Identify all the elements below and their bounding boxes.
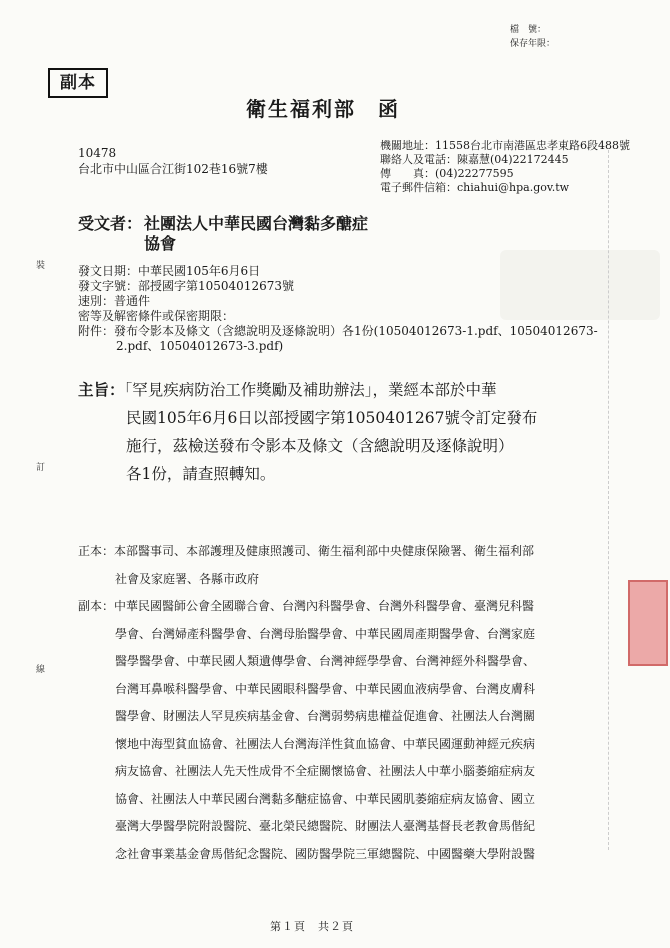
subject-label: 主旨： — [78, 380, 125, 399]
cc-recipients-line: 協會、社團法人中華民國台灣黏多醣症協會、中華民國肌萎縮症病友協會、國立 — [115, 791, 536, 806]
recipient-name-line1: 社團法人中華民國台灣黏多醣症 — [144, 214, 369, 233]
retention-label: 保存年限： — [510, 39, 556, 49]
fax-number: 傳 真：(04)22277595 — [380, 167, 514, 180]
speed-class: 速別：普通件 — [78, 294, 151, 308]
subject-line4: 各1份，請查照轉知。 — [126, 465, 276, 483]
binding-mark-cut: 訂 — [36, 463, 46, 473]
attachment-line2: 2.pdf、10504012673-3.pdf) — [116, 339, 284, 353]
recipient-name-line2: 協會 — [144, 234, 177, 253]
cc-recipients-line: 醫學會、財團法人罕見疾病基金會、台灣弱勢病患權益促進會、社團法人台灣關 — [115, 709, 536, 723]
issue-date: 發文日期：中華民國105年6月6日 — [78, 264, 261, 278]
cc-recipients-line: 臺灣大學醫學院附設醫院、臺北榮民總醫院、財團法人臺灣基督長老教會馬偕紀 — [115, 819, 536, 833]
red-seal-stamp — [628, 580, 668, 666]
document-meta — [78, 264, 598, 354]
recipient-block — [78, 214, 368, 254]
cc-recipients-line: 念社會事業基金會馬偕紀念醫院、國防醫學院三軍總醫院、中國醫藥大學附設醫 — [115, 846, 536, 861]
cc-recipients-line: 台灣耳鼻喉科醫學會、中華民國眼科醫學會、中華民國血液病學會、台灣皮膚科 — [115, 681, 536, 696]
distribution-block — [78, 538, 618, 868]
main-recipients-line: 本部醫事司、本部護理及健康照護司、衛生福利部中央健康保險署、衛生福利部 — [114, 544, 535, 558]
document-title: 衛生福利部 函 — [246, 97, 400, 121]
cc-recipients-line: 病友協會、社團法人先天性成骨不全症關懷協會、社團法人中華小腦萎縮症病友 — [115, 764, 536, 778]
main-recipients-line: 社會及家庭署、各縣市政府 — [115, 571, 260, 586]
contact-block — [380, 139, 630, 195]
cc-recipients-line: 中華民國醫師公會全國聯合會、台灣內科醫學會、台灣外科醫學會、臺灣兒科醫 — [114, 599, 535, 613]
subject-line2: 民國105年6月6日以部授國字第1050401267號令訂定發布 — [126, 409, 538, 427]
cc-recipients-label: 副本： — [78, 599, 115, 613]
cc-recipients-line: 醫學醫學會、中華民國人類遺傳學會、台灣神經學學會、台灣神經外科醫學會、 — [115, 654, 536, 668]
binding-mark-bind: 裝 — [36, 261, 46, 271]
confidentiality: 密等及解密條件或保密期限： — [78, 309, 235, 323]
recipient-label: 受文者： — [78, 214, 143, 233]
attachment-line1: 附件：發布令影本及條文（含總說明及逐條說明）各1份(10504012673-1.pdf、10504012673- — [78, 324, 598, 338]
recipient-address: 台北市中山區合江街102巷16號7樓 — [78, 162, 268, 176]
binding-mark-line: 線 — [36, 665, 46, 675]
subject-line1: 「罕見疾病防治工作獎勵及補助辦法」，業經本部於中華 — [124, 381, 497, 399]
email-address: 電子郵件信箱：chiahui@hpa.gov.tw — [380, 181, 570, 194]
copy-stamp: 副本 — [48, 68, 108, 98]
page-number: 第１頁 共２頁 — [270, 920, 354, 933]
subject-block — [78, 376, 618, 488]
issue-number: 發文字號：部授國字第10504012673號 — [78, 279, 294, 293]
main-recipients-label: 正本： — [78, 544, 115, 558]
subject-line3: 施行，茲檢送發布令影本及條文（含總說明及逐條說明） — [126, 437, 514, 455]
cc-recipients-line: 學會、台灣婦產科醫學會、台灣母胎醫學會、中華民國周產期醫學會、台灣家庭 — [115, 626, 536, 641]
postal-code: 10478 — [78, 146, 117, 160]
file-number-label: 檔 號： — [510, 25, 547, 35]
contact-person: 聯絡人及電話：陳嘉慧(04)22172445 — [380, 153, 569, 166]
agency-address: 機關地址：11558台北市南港區忠孝東路6段488號 — [380, 139, 630, 152]
cc-recipients-line: 懷地中海型貧血協會、社團法人台灣海洋性貧血協會、中華民國運動神經元疾病 — [115, 736, 536, 751]
